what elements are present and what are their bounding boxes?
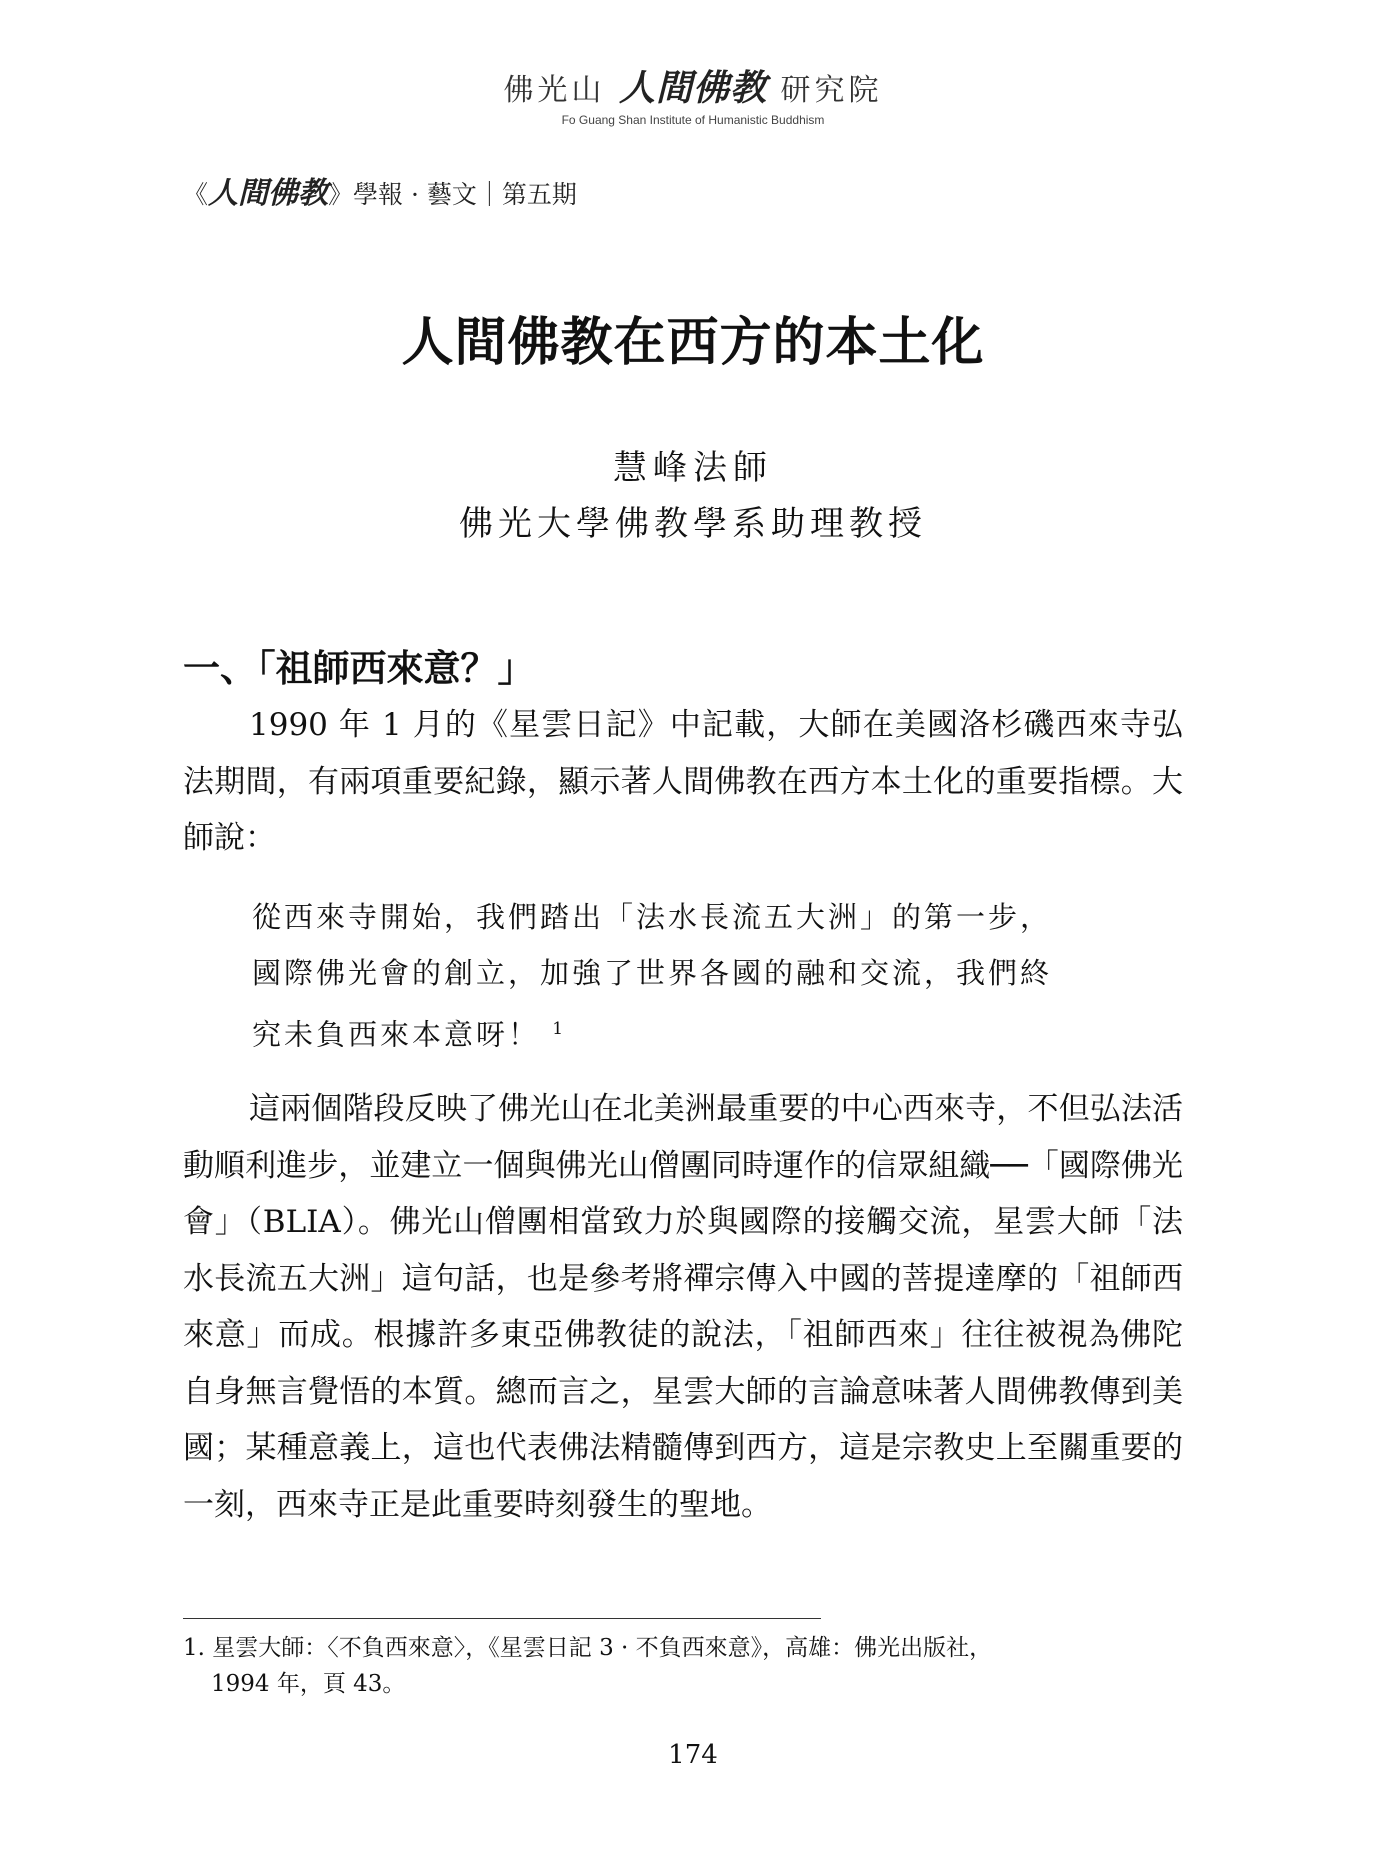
article-title: 人間佛教在西方的本土化 [401, 312, 985, 373]
footnote-line-2: 1994 年，頁 43。 [211, 1671, 406, 1697]
block-quote [252, 889, 1122, 1063]
quote-line-3-text: 究未負西來本意呀！ [252, 1017, 541, 1052]
footnote-line-1: 1. 星雲大師：〈不負西來意〉，《星雲日記 3 · 不負西來意》，高雄：佛光出版社， [183, 1635, 993, 1661]
footnote-reference[interactable]: 1 [552, 1019, 564, 1039]
institute-brand-logo: 人間佛教 [618, 67, 767, 109]
footnote-divider [183, 1618, 821, 1619]
quote-line-2: 國際佛光會的創立，加強了世界各國的融和交流，我們終 [252, 956, 1053, 990]
institute-prefix: 佛光山 [503, 73, 606, 108]
institute-suffix: 研究院 [780, 73, 883, 108]
body-paragraph-1: 1990 年 1 月的《星雲日記》中記載，大師在美國洛杉磯西來寺弘法期間，有兩項重要紀錄，顯示著人間佛教在西方本土化的重要指標。大師說： [183, 707, 1183, 856]
page-number: 174 [668, 1740, 718, 1770]
journal-running-head [183, 168, 577, 212]
journal-open-bracket: 《 [183, 180, 209, 209]
quote-line-1: 從西來寺開始，我們踏出「法水長流五大洲」的第一步， [252, 900, 1053, 934]
footnote-1 [183, 1630, 1183, 1702]
author-affiliation: 佛光大學佛教學系助理教授 [459, 504, 927, 544]
body-paragraph-2: 這兩個階段反映了佛光山在北美洲最重要的中心西來寺，不但弘法活動順利進步，並建立一個與佛光山僧團同時運作的信眾組織──「國際佛光會」（BLIA）。佛光山僧團相當致力於與國際的接觸交流，星雲大師「法水長流五大洲」這句話，也是參考將禪宗傳入中國的菩提達摩的「祖師西來意」而成。根據許多東亞佛教徒的說法，「祖師西來」往往被視為佛陀自身無言覺悟的本質。總而言之，星雲大師的言論意味著人間佛教傳到美國；某種意義上，這也代表佛法精髓傳到西方，這是宗教史上至關重要的一刻，西來寺正是此重要時刻發生的聖地。 [183, 1091, 1183, 1523]
journal-brand: 人間佛教 [208, 176, 329, 211]
quote-line-3 [252, 1001, 1122, 1063]
section-heading: 一、「祖師西來意？」 [183, 646, 535, 690]
journal-rest: 》學報 · 藝文｜第五期 [328, 180, 577, 209]
institute-english-name: Fo Guang Shan Institute of Humanistic Buddhism [561, 113, 825, 127]
institute-header [0, 60, 1386, 111]
article-author: 慧峰法師 [613, 448, 773, 488]
